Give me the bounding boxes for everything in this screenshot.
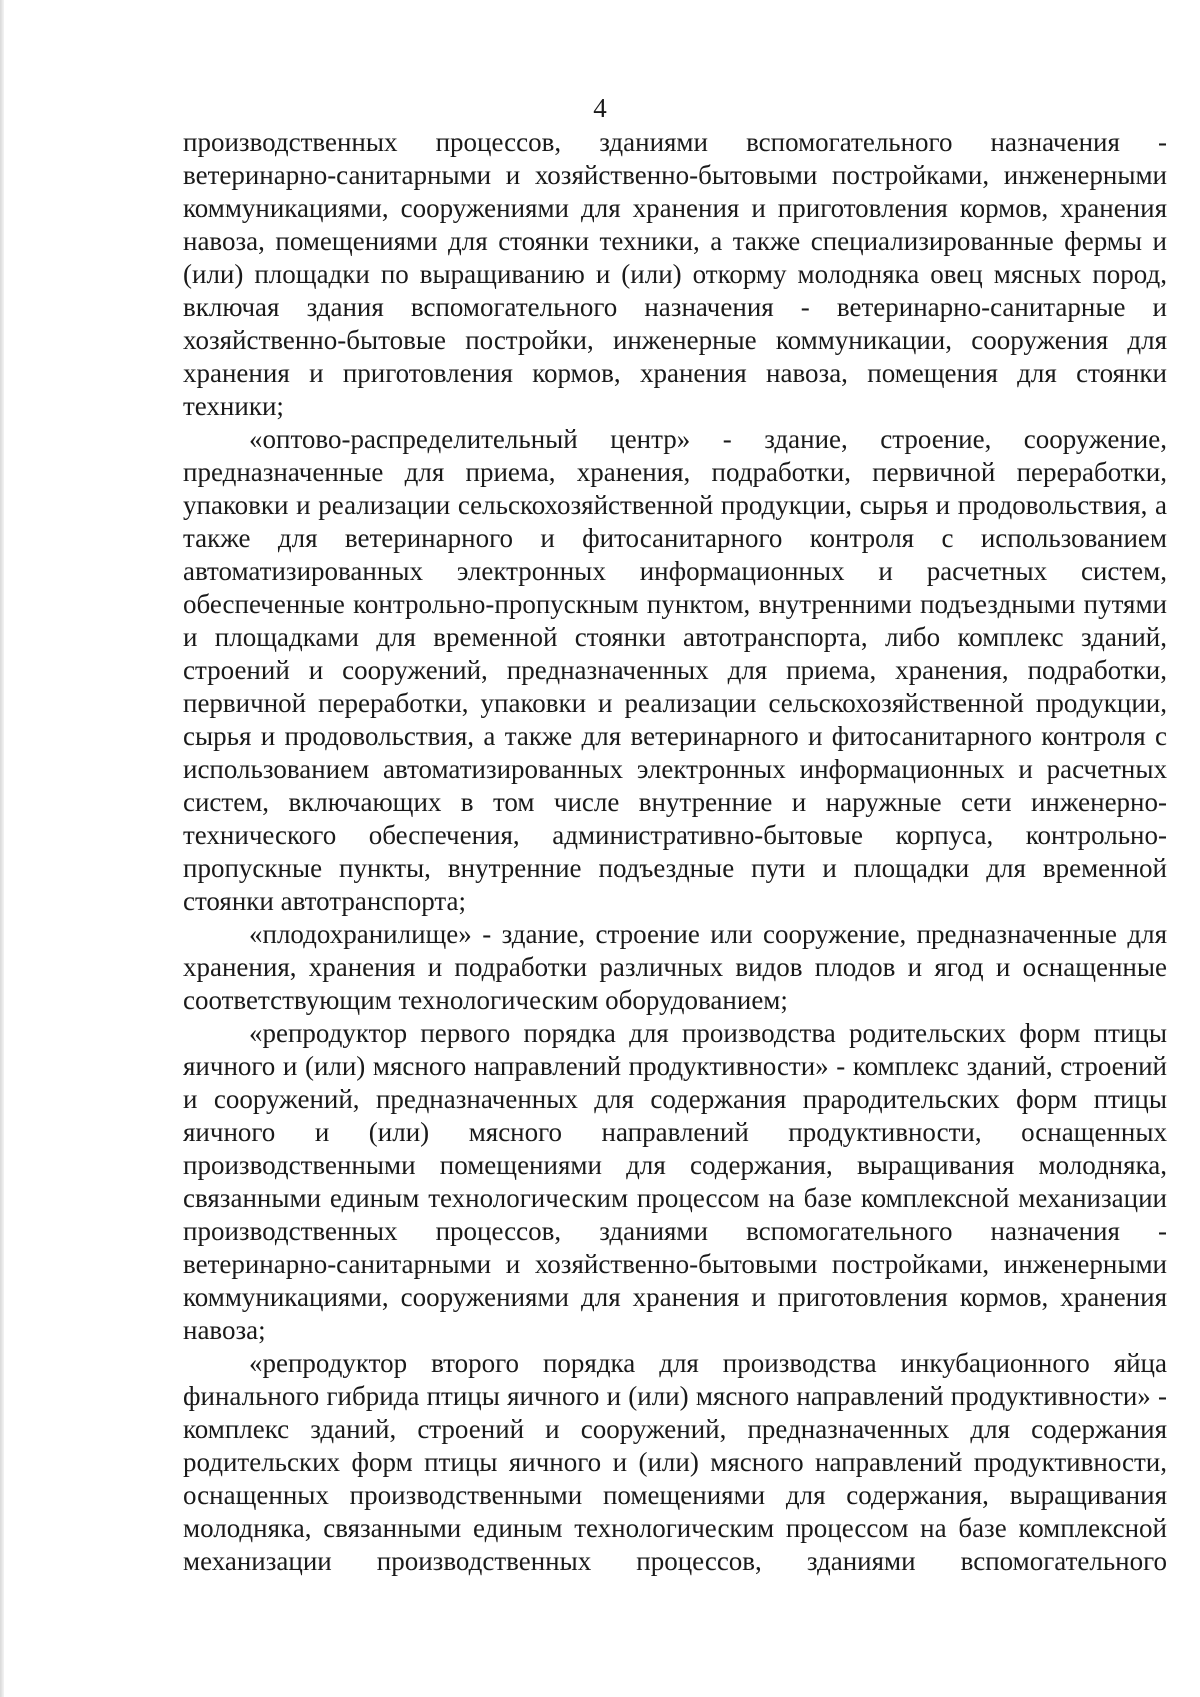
paragraph-1: производственных процессов, зданиями вспомогательного назначения - ветеринарно-санитарными и хозяйственно-бытовыми постройками, инженерными коммуникациями, сооружениями для хранения и приготовления кормов, хранения навоза, помещениями для стоянки техники, а также специализированные фермы и (или) площадки по выращиванию и (или) откорму молодняка овец мясных пород, включая здания вспомогательного назначения - ветеринарно-санитарные и хозяйственно-бытовые постройки, инженерные коммуникации, сооружения для хранения и приготовления кормов, хранения навоза, помещения для стоянки техники; [183,127,1167,421]
paragraph-2: «оптово-распределительный центр» - здание, строение, сооружение, предназначенные для приема, хранения, подработки, первичной переработки, упаковки и реализации сельскохозяйственной продукции, сырья и продовольствия, а также для ветеринарного и фитосанитарного контроля с использованием автоматизированных электронных информационных и расчетных систем, обеспеченные контрольно-пропускным пунктом, внутренними подъездными путями и площадками для временной стоянки автотранспорта, либо комплекс зданий, строений и сооружений, предназначенных для приема, хранения, подработки, первичной переработки, упаковки и реализации сельскохозяйственной продукции, сырья и продовольствия, а также для ветеринарного и фитосанитарного контроля с использованием автоматизированных электронных информационных и расчетных систем, включающих в том числе внутренние и наружные сети инженерно-технического обеспечения, административно-бытовые корпуса, контрольно-пропускные пункты, внутренние подъездные пути и площадки для временной стоянки автотранспорта; [183,424,1167,916]
document-body [183,126,1167,1578]
paragraph-4: «репродуктор первого порядка для производства родительских форм птицы яичного и (или) мясного направлений продуктивности» - комплекс зданий, строений и сооружений, предназначенных для содержания прародительских форм птицы яичного и (или) мясного направлений продуктивности, оснащенных производственными помещениями для содержания, выращивания молодняка, связанными единым технологическим процессом на базе комплексной механизации производственных процессов, зданиями вспомогательного назначения - ветеринарно-санитарными и хозяйственно-бытовыми постройками, инженерными коммуникациями, сооружениями для хранения и приготовления кормов, хранения навоза; [183,1018,1167,1345]
page-number: 4 [593,93,607,123]
paragraph-3: «плодохранилище» - здание, строение или сооружение, предназначенные для хранения, хранения и подработки различных видов плодов и ягод и оснащенные соответствующим технологическим оборудованием; [183,919,1167,1015]
paragraph-5: «репродуктор второго порядка для производства инкубационного яйца финального гибрида птицы яичного и (или) мясного направлений продуктивности» - комплекс зданий, строений и сооружений, предназначенных для содержания родительских форм птицы яичного и (или) мясного направлений продуктивности, оснащенных производственными помещениями для содержания, выращивания молодняка, связанными единым технологическим процессом на базе комплексной механизации производственных процессов, зданиями вспомогательного [183,1348,1167,1576]
